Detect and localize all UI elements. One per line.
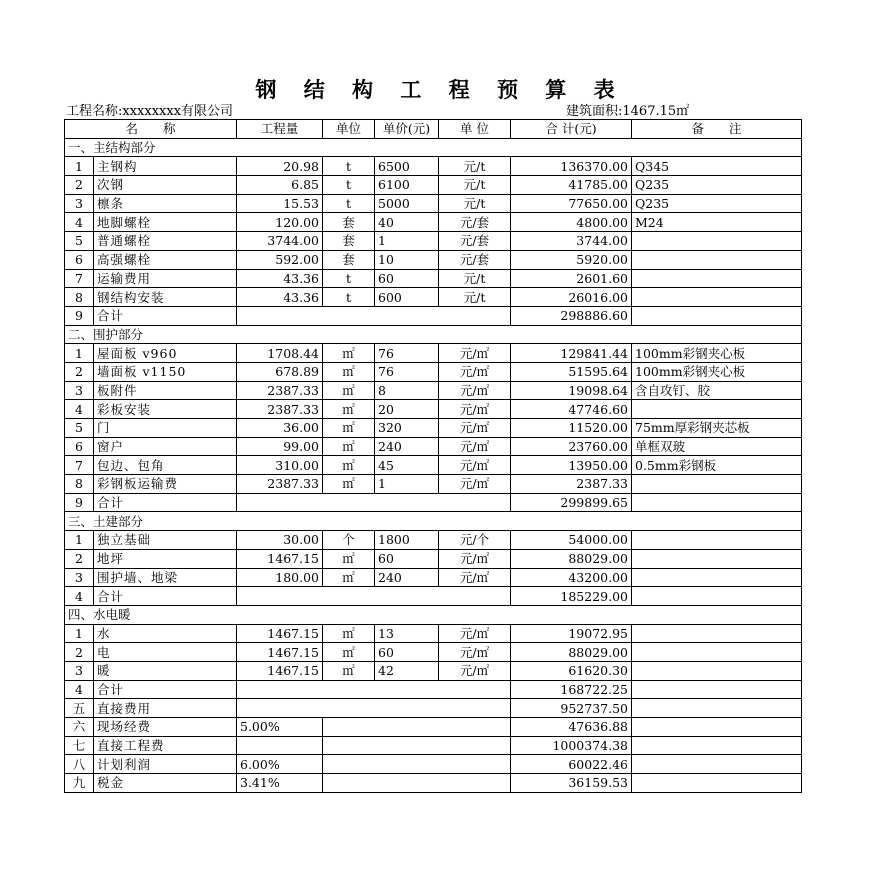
item-name: 独立基础 — [94, 531, 237, 550]
empty-cell — [632, 774, 802, 793]
item-remarks: 100mm彩钢夹心板 — [632, 344, 802, 363]
fee-label: 税金 — [94, 774, 237, 793]
item-remarks — [632, 232, 802, 251]
item-unit: ㎡ — [323, 400, 375, 419]
item-quantity: 99.00 — [237, 437, 323, 456]
item-price-unit: 元/㎡ — [439, 661, 511, 680]
table-row — [65, 456, 802, 475]
item-price-unit: 元/㎡ — [439, 568, 511, 587]
subtotal-row — [65, 680, 802, 699]
fee-row — [65, 755, 802, 774]
item-quantity: 678.89 — [237, 362, 323, 381]
item-price-unit: 元/t — [439, 176, 511, 195]
item-total: 88029.00 — [511, 549, 632, 568]
item-price-unit: 元/㎡ — [439, 381, 511, 400]
header-quantity: 工程量 — [237, 120, 323, 139]
item-price-unit: 元/㎡ — [439, 624, 511, 643]
row-number: 九 — [65, 774, 94, 793]
section-row — [65, 605, 802, 624]
row-number: 1 — [65, 157, 94, 176]
empty-cell — [632, 680, 802, 699]
table-row — [65, 232, 802, 251]
item-remarks: 100mm彩钢夹心板 — [632, 362, 802, 381]
header-remarks: 备 注 — [632, 120, 802, 139]
item-price-unit: 元/t — [439, 194, 511, 213]
section-row — [65, 138, 802, 157]
item-remarks — [632, 250, 802, 269]
item-price-unit: 元/㎡ — [439, 400, 511, 419]
empty-cell — [323, 755, 511, 774]
item-remarks — [632, 624, 802, 643]
item-unit-price: 8 — [375, 381, 439, 400]
fee-row — [65, 736, 802, 755]
table-row — [65, 531, 802, 550]
item-unit: ㎡ — [323, 643, 375, 662]
item-price-unit: 元/t — [439, 269, 511, 288]
item-unit: 套 — [323, 232, 375, 251]
item-price-unit: 元/㎡ — [439, 456, 511, 475]
item-total: 13950.00 — [511, 456, 632, 475]
row-number: 2 — [65, 549, 94, 568]
empty-cell — [237, 587, 511, 606]
row-number: 八 — [65, 755, 94, 774]
item-remarks — [632, 288, 802, 307]
item-name: 墙面板 v1150 — [94, 362, 237, 381]
header-price-unit: 单 位 — [439, 120, 511, 139]
item-quantity: 6.85 — [237, 176, 323, 195]
item-price-unit: 元/㎡ — [439, 419, 511, 438]
item-remarks — [632, 269, 802, 288]
empty-cell — [323, 718, 511, 737]
item-name: 运输费用 — [94, 269, 237, 288]
item-name: 板附件 — [94, 381, 237, 400]
header-name: 名 称 — [65, 120, 237, 139]
row-number: 3 — [65, 381, 94, 400]
fee-value: 60022.46 — [511, 755, 632, 774]
subtotal-row — [65, 699, 802, 718]
item-unit: ㎡ — [323, 661, 375, 680]
header-total: 合 计(元) — [511, 120, 632, 139]
item-quantity: 2387.33 — [237, 381, 323, 400]
item-quantity: 30.00 — [237, 531, 323, 550]
table-header-row — [65, 120, 802, 139]
item-unit: ㎡ — [323, 437, 375, 456]
row-number: 9 — [65, 493, 94, 512]
subtotal-row — [65, 306, 802, 325]
subtotal-value: 185229.00 — [511, 587, 632, 606]
fee-value: 1000374.38 — [511, 736, 632, 755]
subtotal-label: 合计 — [94, 680, 237, 699]
item-price-unit: 元/t — [439, 288, 511, 307]
empty-cell — [237, 699, 511, 718]
item-total: 19098.64 — [511, 381, 632, 400]
item-unit-price: 60 — [375, 643, 439, 662]
item-unit: 套 — [323, 213, 375, 232]
table-row — [65, 568, 802, 587]
item-name: 屋面板 v960 — [94, 344, 237, 363]
item-quantity: 43.36 — [237, 269, 323, 288]
section-row — [65, 512, 802, 531]
item-total: 51595.64 — [511, 362, 632, 381]
table-row — [65, 549, 802, 568]
item-quantity: 1467.15 — [237, 661, 323, 680]
item-unit: t — [323, 176, 375, 195]
item-unit-price: 240 — [375, 437, 439, 456]
item-unit-price: 240 — [375, 568, 439, 587]
table-row — [65, 176, 802, 195]
section-title: 二、围护部分 — [65, 325, 802, 344]
item-remarks — [632, 661, 802, 680]
item-quantity: 1467.15 — [237, 643, 323, 662]
item-unit-price: 1800 — [375, 531, 439, 550]
row-number: 2 — [65, 176, 94, 195]
item-unit-price: 13 — [375, 624, 439, 643]
empty-cell — [323, 736, 511, 755]
fee-row — [65, 718, 802, 737]
fee-label: 计划利润 — [94, 755, 237, 774]
table-row — [65, 400, 802, 419]
item-quantity: 1467.15 — [237, 624, 323, 643]
item-total: 77650.00 — [511, 194, 632, 213]
item-unit: t — [323, 288, 375, 307]
item-unit-price: 1 — [375, 232, 439, 251]
row-number: 1 — [65, 344, 94, 363]
item-total: 19072.95 — [511, 624, 632, 643]
table-row — [65, 344, 802, 363]
item-quantity: 1467.15 — [237, 549, 323, 568]
empty-cell — [632, 587, 802, 606]
row-number: 8 — [65, 288, 94, 307]
item-price-unit: 元/套 — [439, 213, 511, 232]
item-remarks — [632, 531, 802, 550]
row-number: 3 — [65, 568, 94, 587]
item-total: 11520.00 — [511, 419, 632, 438]
item-total: 136370.00 — [511, 157, 632, 176]
item-price-unit: 元/套 — [439, 232, 511, 251]
item-unit-price: 60 — [375, 549, 439, 568]
row-number: 7 — [65, 456, 94, 475]
item-unit: t — [323, 157, 375, 176]
item-total: 47746.60 — [511, 400, 632, 419]
table-row — [65, 437, 802, 456]
table-row — [65, 250, 802, 269]
item-price-unit: 元/㎡ — [439, 344, 511, 363]
fee-rate — [237, 736, 323, 755]
table-row — [65, 269, 802, 288]
item-remarks — [632, 568, 802, 587]
item-name: 高强螺栓 — [94, 250, 237, 269]
table-row — [65, 288, 802, 307]
item-total: 26016.00 — [511, 288, 632, 307]
budget-table — [64, 119, 802, 793]
item-unit: ㎡ — [323, 362, 375, 381]
subtotal-value: 298886.60 — [511, 306, 632, 325]
item-remarks: 含自攻钉、胶 — [632, 381, 802, 400]
item-remarks — [632, 400, 802, 419]
item-quantity: 3744.00 — [237, 232, 323, 251]
item-unit: 个 — [323, 531, 375, 550]
item-total: 54000.00 — [511, 531, 632, 550]
table-row — [65, 661, 802, 680]
item-total: 5920.00 — [511, 250, 632, 269]
row-number: 六 — [65, 718, 94, 737]
fee-rate: 3.41% — [237, 774, 323, 793]
row-number: 4 — [65, 587, 94, 606]
row-number: 3 — [65, 661, 94, 680]
item-unit: ㎡ — [323, 624, 375, 643]
table-row — [65, 475, 802, 494]
table-row — [65, 643, 802, 662]
item-quantity: 1708.44 — [237, 344, 323, 363]
item-name: 窗户 — [94, 437, 237, 456]
item-price-unit: 元/㎡ — [439, 362, 511, 381]
fee-row — [65, 774, 802, 793]
fee-label: 直接工程费 — [94, 736, 237, 755]
item-name: 包边、包角 — [94, 456, 237, 475]
subtotal-value: 952737.50 — [511, 699, 632, 718]
table-row — [65, 381, 802, 400]
item-name: 围护墙、地梁 — [94, 568, 237, 587]
item-remarks: Q235 — [632, 176, 802, 195]
subtotal-label: 合计 — [94, 493, 237, 512]
empty-cell — [632, 755, 802, 774]
item-remarks: 0.5mm彩钢板 — [632, 456, 802, 475]
fee-rate: 5.00% — [237, 718, 323, 737]
item-remarks: Q235 — [632, 194, 802, 213]
item-unit-price: 320 — [375, 419, 439, 438]
item-unit: ㎡ — [323, 568, 375, 587]
empty-cell — [323, 774, 511, 793]
item-quantity: 36.00 — [237, 419, 323, 438]
section-title: 一、主结构部分 — [65, 138, 802, 157]
item-name: 暖 — [94, 661, 237, 680]
subtotal-value: 168722.25 — [511, 680, 632, 699]
item-name: 普通螺栓 — [94, 232, 237, 251]
fee-value: 36159.53 — [511, 774, 632, 793]
table-row — [65, 157, 802, 176]
item-name: 彩板安装 — [94, 400, 237, 419]
item-unit: ㎡ — [323, 475, 375, 494]
item-unit: 套 — [323, 250, 375, 269]
item-total: 43200.00 — [511, 568, 632, 587]
fee-label: 现场经费 — [94, 718, 237, 737]
item-unit-price: 600 — [375, 288, 439, 307]
row-number: 1 — [65, 531, 94, 550]
row-number: 5 — [65, 419, 94, 438]
item-unit: t — [323, 269, 375, 288]
header-unit-price: 单价(元) — [375, 120, 439, 139]
subtotal-row — [65, 587, 802, 606]
item-remarks — [632, 475, 802, 494]
section-title: 三、土建部分 — [65, 512, 802, 531]
item-quantity: 2387.33 — [237, 400, 323, 419]
empty-cell — [632, 718, 802, 737]
item-remarks: M24 — [632, 213, 802, 232]
row-number: 4 — [65, 213, 94, 232]
subtotal-row — [65, 493, 802, 512]
item-total: 3744.00 — [511, 232, 632, 251]
item-name: 彩钢板运输费 — [94, 475, 237, 494]
section-row — [65, 325, 802, 344]
project-name: 工程名称:xxxxxxxx有限公司 — [66, 104, 234, 119]
row-number: 4 — [65, 680, 94, 699]
item-unit-price: 40 — [375, 213, 439, 232]
item-name: 檩条 — [94, 194, 237, 213]
empty-cell — [237, 680, 511, 699]
item-total: 4800.00 — [511, 213, 632, 232]
row-number: 五 — [65, 699, 94, 718]
item-remarks — [632, 549, 802, 568]
empty-cell — [632, 699, 802, 718]
item-remarks: 75mm厚彩钢夹芯板 — [632, 419, 802, 438]
row-number: 1 — [65, 624, 94, 643]
item-price-unit: 元/t — [439, 157, 511, 176]
item-unit-price: 42 — [375, 661, 439, 680]
item-price-unit: 元/㎡ — [439, 643, 511, 662]
item-unit: ㎡ — [323, 549, 375, 568]
fee-value: 47636.88 — [511, 718, 632, 737]
item-unit-price: 5000 — [375, 194, 439, 213]
empty-cell — [632, 306, 802, 325]
table-row — [65, 419, 802, 438]
item-remarks: Q345 — [632, 157, 802, 176]
item-unit: ㎡ — [323, 344, 375, 363]
item-quantity: 20.98 — [237, 157, 323, 176]
item-quantity: 180.00 — [237, 568, 323, 587]
item-unit: ㎡ — [323, 456, 375, 475]
row-number: 2 — [65, 643, 94, 662]
item-quantity: 43.36 — [237, 288, 323, 307]
item-unit: ㎡ — [323, 419, 375, 438]
subtotal-label: 直接费用 — [94, 699, 237, 718]
item-remarks — [632, 643, 802, 662]
item-price-unit: 元/㎡ — [439, 475, 511, 494]
item-name: 水 — [94, 624, 237, 643]
item-unit-price: 76 — [375, 344, 439, 363]
item-name: 地脚螺栓 — [94, 213, 237, 232]
item-unit-price: 6500 — [375, 157, 439, 176]
table-row — [65, 624, 802, 643]
subtotal-label: 合计 — [94, 587, 237, 606]
header-unit: 单位 — [323, 120, 375, 139]
building-area: 建筑面积:1467.15㎡ — [566, 104, 690, 119]
empty-cell — [237, 493, 511, 512]
table-row — [65, 213, 802, 232]
empty-cell — [632, 736, 802, 755]
item-price-unit: 元/㎡ — [439, 549, 511, 568]
item-total: 41785.00 — [511, 176, 632, 195]
table-row — [65, 194, 802, 213]
item-total: 61620.30 — [511, 661, 632, 680]
row-number: 9 — [65, 306, 94, 325]
item-total: 129841.44 — [511, 344, 632, 363]
table-row — [65, 362, 802, 381]
section-title: 四、水电暖 — [65, 605, 802, 624]
item-name: 门 — [94, 419, 237, 438]
empty-cell — [237, 306, 511, 325]
item-quantity: 15.53 — [237, 194, 323, 213]
row-number: 7 — [65, 269, 94, 288]
row-number: 3 — [65, 194, 94, 213]
item-total: 23760.00 — [511, 437, 632, 456]
item-remarks: 单框双玻 — [632, 437, 802, 456]
item-unit-price: 20 — [375, 400, 439, 419]
row-number: 5 — [65, 232, 94, 251]
item-name: 主钢构 — [94, 157, 237, 176]
item-price-unit: 元/个 — [439, 531, 511, 550]
item-name: 次钢 — [94, 176, 237, 195]
item-unit-price: 10 — [375, 250, 439, 269]
subtotal-value: 299899.65 — [511, 493, 632, 512]
empty-cell — [632, 493, 802, 512]
fee-rate: 6.00% — [237, 755, 323, 774]
row-number: 6 — [65, 250, 94, 269]
row-number: 8 — [65, 475, 94, 494]
item-unit: t — [323, 194, 375, 213]
item-quantity: 2387.33 — [237, 475, 323, 494]
row-number: 6 — [65, 437, 94, 456]
item-quantity: 310.00 — [237, 456, 323, 475]
item-unit-price: 1 — [375, 475, 439, 494]
item-name: 电 — [94, 643, 237, 662]
item-price-unit: 元/㎡ — [439, 437, 511, 456]
item-price-unit: 元/套 — [439, 250, 511, 269]
item-name: 钢结构安装 — [94, 288, 237, 307]
item-unit: ㎡ — [323, 381, 375, 400]
item-unit-price: 6100 — [375, 176, 439, 195]
row-number: 4 — [65, 400, 94, 419]
item-name: 地坪 — [94, 549, 237, 568]
item-unit-price: 60 — [375, 269, 439, 288]
item-quantity: 592.00 — [237, 250, 323, 269]
item-quantity: 120.00 — [237, 213, 323, 232]
subtotal-label: 合计 — [94, 306, 237, 325]
item-unit-price: 76 — [375, 362, 439, 381]
item-total: 2601.60 — [511, 269, 632, 288]
row-number: 2 — [65, 362, 94, 381]
item-total: 2387.33 — [511, 475, 632, 494]
row-number: 七 — [65, 736, 94, 755]
item-unit-price: 45 — [375, 456, 439, 475]
item-total: 88029.00 — [511, 643, 632, 662]
page-title: 钢 结 构 工 程 预 算 表 — [255, 77, 625, 102]
